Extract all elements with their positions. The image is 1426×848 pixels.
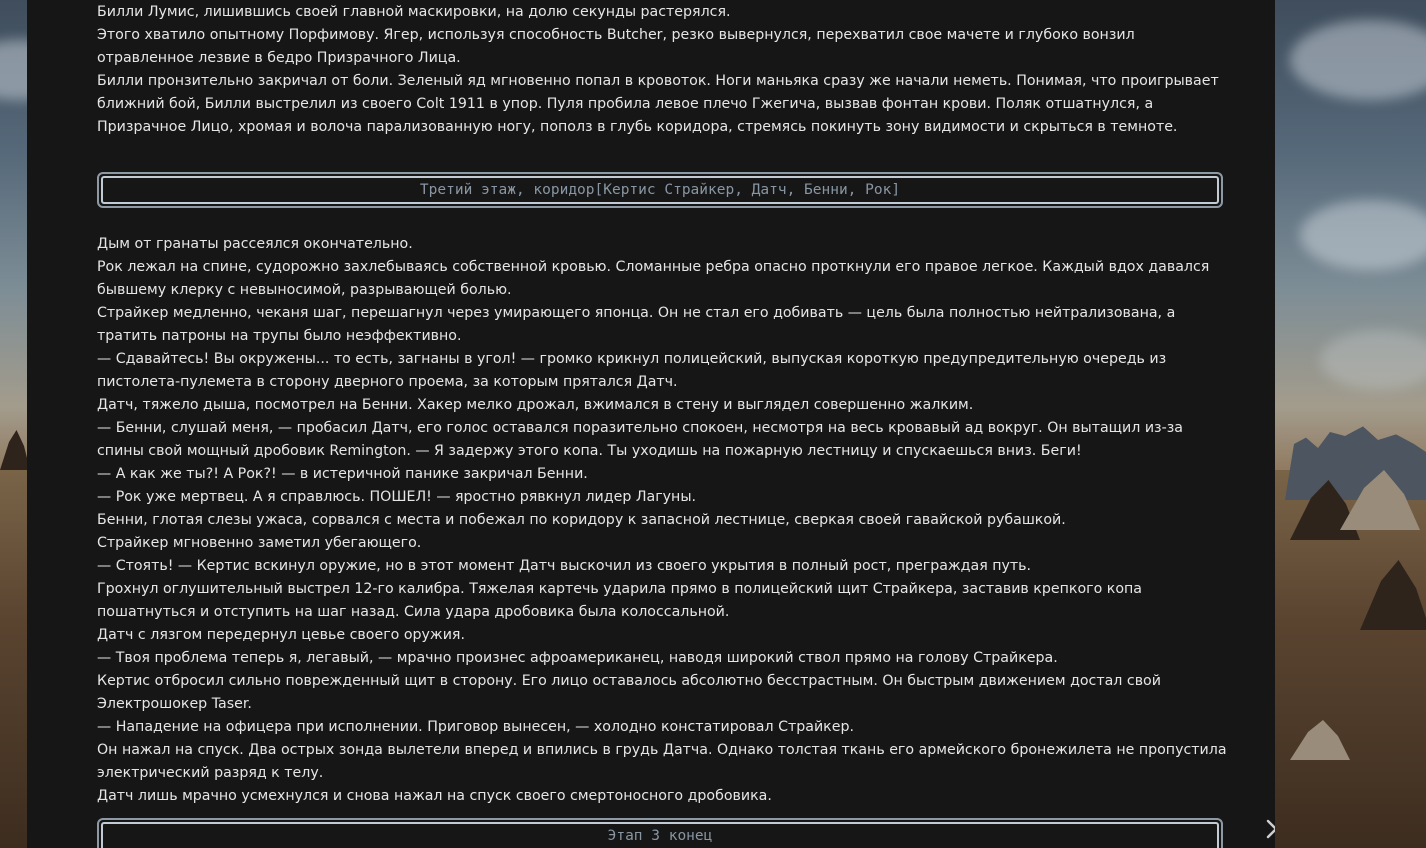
paragraph: — Нападение на офицера при исполнении. Приговор вынесен, — холодно констатировал Страйкер. <box>97 719 854 735</box>
paragraph: Билли пронзительно закричал от боли. Зеленый яд мгновенно попал в кровоток. Ноги маньяка сразу же начали неметь. Понимая, что проигрывает ближний бой, Билли выстрелил из своего Colt 1911 в упор. Пуля пробила левое плечо Гжегича, вызвав фонтан крови. Поляк отшатнулся, а Призрачное Лицо, хромая и волоча парализованную ногу, пополз в глубь коридора, стремясь покинуть зону видимости и скрыться в темноте. <box>97 73 1219 135</box>
next-button[interactable] <box>1263 816 1275 842</box>
paragraph: — А как же ты?! А Рок?! — в истеричной панике закричал Бенни. <box>97 466 588 482</box>
paragraph: Кертис отбросил сильно поврежденный щит в сторону. Его лицо оставалось абсолютно бесстрастным. Он быстрым движением достал свой Электрошокер Taser. <box>97 673 1161 712</box>
story-block-2 <box>97 233 1227 808</box>
paragraph: Он нажал на спуск. Два острых зонда вылетели вперед и впились в грудь Датча. Однако толстая ткань его армейского бронежилета не пропустила электрический разряд к телу. <box>97 742 1227 781</box>
story-panel <box>27 0 1275 848</box>
scene-header <box>97 172 1223 208</box>
paragraph: — Стоять! — Кертис вскинул оружие, но в этот момент Датч выскочил из своего укрытия в полный рост, преграждая путь. <box>97 558 1032 574</box>
paragraph: Бенни, глотая слезы ужаса, сорвался с места и побежал по коридору к запасной лестнице, сверкая своей гавайской рубашкой. <box>97 512 1066 528</box>
paragraph: Датч лишь мрачно усмехнулся и снова нажал на спуск своего смертоносного дробовика. <box>97 788 772 804</box>
cloud <box>1290 20 1426 100</box>
paragraph: — Рок уже мертвец. А я справлюсь. ПОШЕЛ! — яростно рявкнул лидер Лагуны. <box>97 489 697 505</box>
paragraph: Рок лежал на спине, судорожно захлебываясь собственной кровью. Сломанные ребра опасно проткнули его правое легкое. Каждый вдох давался бывшему клерку с невыносимой, разрывающей болью. <box>97 259 1210 298</box>
paragraph: — Сдавайтесь! Вы окружены... то есть, загнаны в угол! — громко крикнул полицейский, выпуская короткую предупредительную очередь из пистолета-пулемета в сторону дверного проема, за которым прятался Датч. <box>97 351 1167 390</box>
paragraph: Страйкер мгновенно заметил убегающего. <box>97 535 422 551</box>
story-block-1 <box>97 1 1227 139</box>
paragraph: — Бенни, слушай меня, — пробасил Датч, его голос оставался поразительно спокоен, несмотря на весь кровавый ад вокруг. Он вытащил из-за спины свой мощный дробовик Remington. — Я задержу этого копа. Ты уходишь на пожарную лестницу и спускаешься вниз. Беги! <box>97 420 1183 459</box>
paragraph: — Твоя проблема теперь я, легавый, — мрачно произнес афроамериканец, наводя широкий ствол прямо на голову Страйкера. <box>97 650 1058 666</box>
stage-end-label: Этап 3 конец <box>607 828 713 844</box>
stage-end-banner <box>97 818 1223 848</box>
paragraph: Билли Лумис, лишившись своей главной маскировки, на долю секунды растерялся. <box>97 4 731 20</box>
paragraph: Грохнул оглушительный выстрел 12-го калибра. Тяжелая картечь ударила прямо в полицейский щит Страйкера, заставив крепкого копа пошатнуться и отступить на шаг назад. Сила удара дробовика была колоссальной. <box>97 581 1142 620</box>
paragraph: Страйкер медленно, чеканя шаг, перешагнул через умирающего японца. Он не стал его добивать — цель была полностью нейтрализована, а тратить патроны на трупы было неэффективно. <box>97 305 1176 344</box>
paragraph: Этого хватило опытному Порфимову. Ягер, используя способность Butcher, резко вывернулся, перехватил свое мачете и глубоко вонзил отравленное лезвие в бедро Призрачного Лица. <box>97 27 1135 66</box>
paragraph: Датч с лязгом передернул цевье своего оружия. <box>97 627 465 643</box>
cloud <box>1320 330 1426 390</box>
paragraph: Дым от гранаты рассеялся окончательно. <box>97 236 413 252</box>
chevron-right-icon <box>1265 819 1275 839</box>
cloud <box>1300 200 1426 270</box>
mesa-silhouette <box>1285 420 1426 500</box>
paragraph: Датч, тяжело дыша, посмотрел на Бенни. Хакер мелко дрожал, вжимался в стену и выглядел совершенно жалким. <box>97 397 974 413</box>
rock <box>0 430 30 470</box>
scene-header-label: Третий этаж, коридор[Кертис Страйкер, Датч, Бенни, Рок] <box>419 182 901 198</box>
